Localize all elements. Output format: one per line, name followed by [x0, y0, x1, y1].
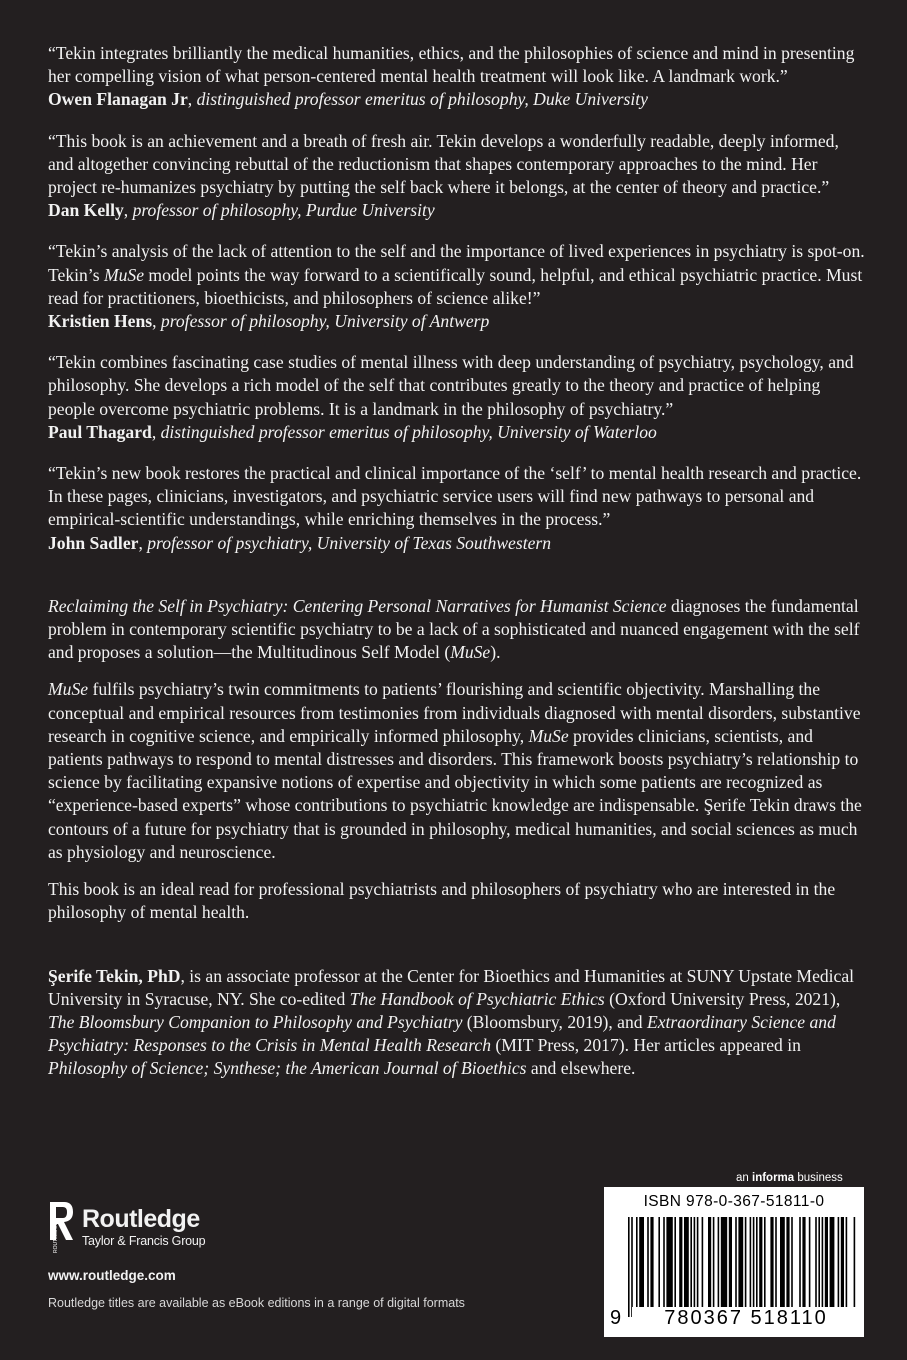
barcode-bar	[822, 1217, 824, 1317]
barcode-bar	[818, 1217, 820, 1317]
author-name: Şerife Tekin, PhD	[48, 965, 181, 986]
barcode-bar	[764, 1217, 766, 1317]
description-paragraph-2	[48, 678, 868, 864]
barcode-bar	[775, 1217, 777, 1317]
barcode-bar	[830, 1217, 835, 1317]
endorsement-3	[48, 240, 868, 333]
barcode-bar	[694, 1217, 696, 1317]
ebook-note: Routledge titles are available as eBook editions in a range of digital formats	[48, 1296, 465, 1310]
barcode-bar	[647, 1217, 649, 1317]
endorser-role: distinguished professor emeritus of philosophy, University of Waterloo	[160, 421, 657, 442]
barcode-bar	[838, 1217, 840, 1317]
endorser-name: Kristien Hens	[48, 311, 153, 332]
endorser-name: Dan Kelly	[48, 200, 124, 221]
barcode-bar	[770, 1217, 773, 1317]
bio-text: , is an associate professor at the Center for Bioethics and Humanities at SUNY Upstate Medical University in Syracuse, NY. She co-edited	[48, 965, 855, 1009]
quote-text-part: “Tekin’s analysis of the lack of attention to the self and the importance of lived experiences in psychiatry is spot-on. Tekin’s	[48, 241, 865, 285]
description-text: ).	[490, 642, 501, 663]
quote-text: “Tekin’s new book restores the practical and clinical importance of the ‘self’ to mental health research and practice. In these pages, clinicians, investigators, and psychiatric service users will find new pathways to personal and empirical-scientific understandings, while enriching themselves in the process.”	[48, 463, 862, 530]
barcode-bar	[721, 1217, 727, 1317]
barcode-bar	[690, 1217, 692, 1317]
ean-first-digit: 9	[610, 1307, 624, 1329]
book-title: Reclaiming the Self in Psychiatry: Centering Personal Narratives for Humanist Science	[48, 595, 667, 616]
quote-text: “This book is an achievement and a breath of fresh air. Tekin develops a wonderfully readable, deeply informed, and altogether convincing rebuttal of the reductionism that shapes contemporary approaches to the mind. Her project re-humanizes psychiatry by putting the self back where it belongs, at the center of theory and practice.”	[48, 130, 839, 198]
barcode-bar	[745, 1217, 747, 1317]
barcode-bar	[780, 1217, 785, 1317]
logo-wordmark	[82, 1206, 205, 1249]
barcode-bar	[756, 1217, 758, 1317]
informa-prefix: an	[736, 1172, 752, 1184]
barcode-bar	[854, 1217, 856, 1317]
barcode-bar	[631, 1217, 633, 1317]
endorser-role: distinguished professor emeritus of philosophy, Duke University	[196, 89, 648, 110]
quote-text: “Tekin combines fascinating case studies of mental illness with deep understanding of psychiatry, psychology, and philosophy. She develops a rich model of the self that contributes greatly to the theory and practice of helping people overcome psychiatric problems. It is a landmark in the philosophy of psychiatry.”	[48, 352, 854, 419]
barcode-bar	[636, 1217, 638, 1317]
barcode-bar	[679, 1217, 682, 1317]
barcode-bar	[825, 1217, 828, 1317]
logo-vertical-text: ROUTLEDGE	[53, 1221, 59, 1253]
barcode-bar	[708, 1217, 711, 1317]
barcode-bar	[750, 1217, 752, 1317]
book-title: Extraordinary Science and Psychiatry: Responses to the Crisis in Mental Health Research	[48, 1011, 836, 1056]
barcode-bar	[650, 1217, 653, 1317]
barcode-bar	[753, 1217, 755, 1317]
endorser-name: Owen Flanagan Jr	[48, 89, 188, 110]
barcode-bar	[759, 1217, 762, 1317]
barcode-bar	[674, 1217, 676, 1317]
quote-attribution: John Sadler, professor of psychiatry, University of Texas Southwestern	[48, 532, 552, 553]
barcode-bar	[738, 1217, 743, 1317]
barcode-bar	[729, 1217, 732, 1317]
barcode-bar	[809, 1217, 811, 1317]
publisher-block	[48, 1200, 548, 1310]
muse-term: MuSe	[450, 642, 491, 663]
publisher-group: Taylor & Francis Group	[82, 1233, 206, 1248]
book-title: The Handbook of Psychiatric Ethics	[349, 988, 605, 1009]
barcode-bar	[799, 1217, 801, 1317]
quote-text	[48, 240, 868, 310]
ean-remaining-digits: 780367 518110	[632, 1307, 860, 1330]
description-paragraph-3: This book is an ideal read for professional psychiatrists and philosophers of psychiatry who are interested in the philosophy of mental health.	[48, 879, 836, 923]
endorsement-4	[48, 351, 868, 444]
endorser-name: Paul Thagard	[48, 421, 152, 442]
isbn-barcode	[604, 1187, 864, 1337]
barcode-bar	[702, 1217, 704, 1317]
back-cover-text	[48, 42, 868, 1081]
barcode-bar	[846, 1217, 848, 1317]
barcode-bar	[658, 1217, 660, 1317]
quote-attribution: Owen Flanagan Jr, distinguished professor emeritus of philosophy, Duke University	[48, 89, 648, 110]
barcode-bars	[626, 1217, 858, 1317]
description-text: provides clinicians, scientists, and patients pathways to respond to mental distresses and disorders. This framework boosts psychiatry’s relationship to science by facilitating expansive notions of expertise and objectivity in which some patients are recognized as “experience-based experts” whose contributions to psychiatric knowledge are indispensable. Şerife Tekin draws the contours of a future for psychiatry that is grounded in philosophy, medical humanities, and social sciences as much as physiology and neuroscience.	[48, 725, 862, 862]
muse-term: MuSe	[103, 264, 145, 285]
quote-text: “Tekin integrates brilliantly the medical humanities, ethics, and the philosophies of science and mind in presenting her compelling vision of what person-centered mental health treatment will look like. A landmark work.”	[48, 43, 855, 87]
author-bio	[48, 965, 868, 1081]
bio-text: (Bloomsbury, 2019), and	[462, 1011, 647, 1032]
barcode-bar	[713, 1217, 715, 1317]
endorser-name: John Sadler	[48, 532, 139, 553]
routledge-logo	[48, 1200, 548, 1254]
barcode-bar	[663, 1217, 665, 1317]
muse-term: MuSe	[528, 725, 569, 746]
barcode-bar	[697, 1217, 699, 1317]
book-description	[48, 595, 868, 925]
barcode-bar	[639, 1217, 644, 1317]
quote-attribution: Dan Kelly, professor of philosophy, Purdue University	[48, 200, 435, 221]
quote-attribution: Paul Thagard, distinguished professor emeritus of philosophy, University of Waterloo	[48, 421, 657, 442]
author-bio-text	[48, 965, 868, 1081]
endorser-role: professor of philosophy, Purdue University	[132, 200, 435, 221]
isbn-label: ISBN 978-0-367-51811-0	[643, 1193, 825, 1210]
barcode-bar	[791, 1217, 793, 1317]
muse-term: MuSe	[48, 679, 89, 700]
quote-text-part: model points the way forward to a scientifically sound, helpful, and ethical psychiatric practice. Must read for practitioners, bioethicists, and philosophers of science alike!”	[48, 264, 863, 308]
description-paragraph-1	[48, 595, 868, 665]
barcode-bar	[666, 1217, 672, 1317]
barcode-bar	[718, 1217, 720, 1317]
description-text: diagnoses the fundamental problem in contemporary scientific psychiatry to be a lack of a sophisticated and nuanced engagement with the self and proposes a solution—the Multitudinous Self Model (	[48, 595, 860, 663]
informa-brand: informa	[752, 1172, 795, 1184]
endorsement-5	[48, 462, 868, 555]
bio-text: (MIT Press, 2017). Her articles appeared in	[491, 1035, 801, 1056]
endorsement-1	[48, 42, 868, 112]
informa-suffix: business	[794, 1172, 843, 1184]
journal-titles: Philosophy of Science; Synthese; the American Journal of Bioethics	[48, 1058, 527, 1079]
endorser-role: professor of psychiatry, University of Texas Southwestern	[147, 532, 552, 553]
description-text: fulfils psychiatry’s twin commitments to patients’ flourishing and scientific objectivity. Marshalling the conceptual and empirical resources from testimonies from individuals diagnosed with mental disorders, substantive research in cognitive science, and empirically informed philosophy,	[48, 679, 861, 746]
barcode-bar	[815, 1217, 817, 1317]
publisher-name: Routledge	[82, 1204, 200, 1233]
barcode-bar	[735, 1217, 737, 1317]
bio-text: and elsewhere.	[526, 1058, 636, 1079]
bio-text: (Oxford University Press, 2021),	[604, 988, 841, 1009]
informa-business-tag	[736, 1172, 843, 1184]
barcode-bar	[786, 1217, 789, 1317]
barcode-bar	[841, 1217, 844, 1317]
barcode-bar	[802, 1217, 805, 1317]
barcode-bar	[684, 1217, 689, 1317]
endorser-role: professor of philosophy, University of Antwerp	[160, 311, 490, 332]
endorsement-2	[48, 130, 868, 223]
barcode-bar	[628, 1217, 630, 1317]
publisher-website[interactable]: www.routledge.com	[48, 1268, 176, 1283]
book-title: The Bloomsbury Companion to Philosophy and Psychiatry	[48, 1011, 463, 1032]
quote-attribution: Kristien Hens, professor of philosophy, University of Antwerp	[48, 311, 490, 332]
routledge-r-logo-icon	[48, 1200, 74, 1254]
